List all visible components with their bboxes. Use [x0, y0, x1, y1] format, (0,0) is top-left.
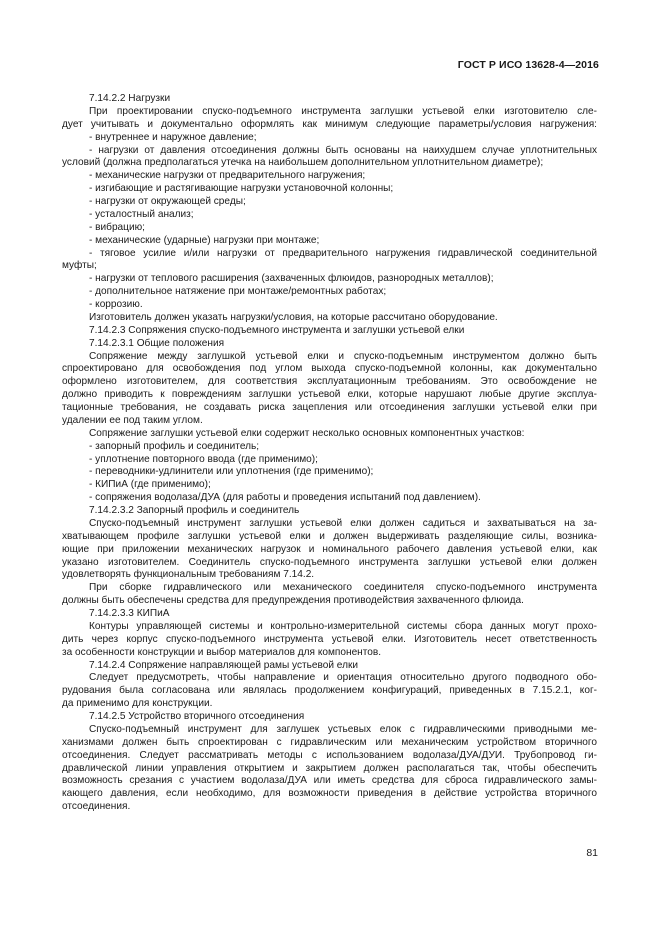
text-line: муфты;: [62, 260, 97, 272]
text-line: должно приводить к повреждениям заглушки устьевой елки, которые нарушают любые другие эксплуа-: [62, 389, 597, 401]
text-line: хватывающем профиле заглушки устьевой елки и должен выдерживать разделяющие силы, возника-: [62, 530, 597, 542]
text-line: - нагрузки от окружающей среды;: [89, 196, 246, 207]
text-line: тационные требования, не создавать риска зацепления или отсоединения заглушки устьевой елки при: [62, 402, 597, 413]
text-line: Следует предусмотреть, чтобы направление и ориентация относительно другого подводного обо-: [89, 672, 597, 684]
text-line: Контуры управляющей системы и контрольно-измерительной системы сбора данных могут прохо-: [89, 620, 597, 632]
text-line: - механические (ударные) нагрузки при монтаже;: [89, 234, 320, 246]
text-line: - КИПиА (где применимо);: [89, 479, 211, 491]
text-line: да применимо для конструкции.: [62, 698, 213, 710]
text-line: - нагрузки от давления отсоединения должны быть основаны на наихудшем случае уплотнительных: [89, 144, 597, 156]
text-line: - уплотнение повторного ввода (где применимо);: [89, 453, 318, 465]
text-line: - нагрузки от теплового расширения (захваченных флюидов, разнородных металлов);: [89, 273, 494, 285]
text-line: Спуско-подъемный инструмент заглушки устьевой елки должен садиться и захватываться на за-: [89, 517, 597, 529]
text-line: удовлетворять функциональным требованиям 7.14.2.: [62, 569, 315, 581]
page-number: 81: [586, 847, 598, 859]
text-line: 7.14.2.3.1 Общие положения: [89, 337, 225, 349]
text-line: При сборке гидравлического или механического соединителя спуско-подъемного инструмента: [89, 582, 597, 594]
text-line: - усталостный анализ;: [89, 208, 194, 220]
text-line: ханизмами должен быть спроектирован с гидравлическим или механическим устройством вторичного: [62, 736, 597, 748]
text-line: кающего давления, если необходимо, для возможности приведения в действие устройства вторичного: [62, 788, 597, 800]
text-line: 7.14.2.3.2 Запорный профиль и соединитель: [89, 505, 300, 516]
text-line: Спуско-подъемный инструмент для заглушек устьевых елок с гидравлическими приводными ме-: [89, 723, 597, 735]
text-line: - механические нагрузки от предварительного нагружения;: [89, 170, 366, 182]
text-line: - вибрацию;: [89, 221, 145, 233]
text-line: условий (должна предполагаться утечка на наибольшем дополнительном уплотнительном диаметре);: [62, 157, 544, 169]
text-line: - тяговое усилие и/или нагрузки от предварительного нагружения гидравлической соединительной: [89, 247, 597, 259]
text-line: 7.14.2.4 Сопряжение направляющей рамы устьевой елки: [89, 659, 359, 671]
text-line: - запорный профиль и соединитель;: [89, 440, 260, 452]
text-line: - переводники-удлинители или уплотнения (где применимо);: [89, 466, 374, 478]
text-line: спроектировано для освобождения под углом выхода спуско-подъемной колонны, как документально: [62, 363, 597, 375]
text-line: - сопряжения водолаза/ДУА (для работы и проведения испытаний под давлением).: [89, 492, 481, 504]
text-line: отсоединения. Следует рассматривать методы с использованием водолаза/ДУА/ДУИ. Трубопровод ги-: [62, 749, 597, 761]
text-line: При проектировании спуско-подъемного инструмента заглушки устьевой елки изготовителю сле-: [89, 105, 597, 117]
text-line: дравлической линии управления открытием и закрытием должен располагаться так, чтобы обеспечить: [62, 762, 597, 774]
text-line: ющие при приложении механических нагрузок и номинального рабочего давления устьевой елки, как: [62, 543, 597, 555]
text-line: рудования была согласована или являлась продолжением конфигураций, приведенных в 7.15.2.1, ког-: [62, 685, 597, 697]
text-line: 7.14.2.3.3 КИПиА: [89, 608, 170, 619]
document-body: [62, 93, 597, 814]
text-line: оформлено изготовителем, для соответствия эксплуатационным требованиям. Это освобождение не: [62, 376, 597, 388]
text-line: за особенности конструкции и выбор материалов для компонентов.: [62, 646, 382, 658]
standard-designation: ГОСТ Р ИСО 13628-4—2016: [457, 59, 599, 71]
text-line: дить через корпус спуско-подъемного инструмента устьевой елки. Изготовитель несет ответственность: [62, 633, 597, 645]
text-line: - изгибающие и растягивающие нагрузки установочной колонны;: [89, 183, 394, 195]
text-line: - внутреннее и наружное давление;: [89, 131, 257, 143]
text-line: возможность срезания с участием водолаза/ДУА или иметь средства для сброса гидравлического замы-: [62, 775, 597, 787]
text-line: 7.14.2.5 Устройство вторичного отсоединения: [89, 711, 305, 722]
text-line: Сопряжение заглушки устьевой елки содержит несколько основных компонентных участков:: [89, 427, 525, 439]
text-line: Изготовитель должен указать нагрузки/условия, на которые рассчитано оборудование.: [89, 311, 498, 323]
text-line: отсоединения.: [62, 801, 131, 813]
text-line: указано изготовителем. Соединитель спуско-подъемного инструмента заглушки устьевой елки должен: [62, 556, 597, 568]
text-line: должны быть обеспечены средства для предупреждения противодействия захваченного флюида.: [62, 595, 524, 607]
text-line: удалении ее под таким углом.: [62, 414, 203, 426]
text-line: - дополнительное натяжение при монтаже/ремонтных работах;: [89, 286, 387, 298]
text-line: Сопряжение между заглушкой устьевой елки и спуско-подъемным инструментом должно быть: [89, 350, 597, 362]
text-line: 7.14.2.3 Сопряжения спуско-подъемного инструмента и заглушки устьевой елки: [89, 324, 465, 336]
text-line: 7.14.2.2 Нагрузки: [89, 93, 171, 104]
text-line: дует учитывать и документально оформлять как минимум следующие параметры/условия нагружения:: [62, 118, 597, 130]
text-line: - коррозию.: [89, 299, 143, 310]
